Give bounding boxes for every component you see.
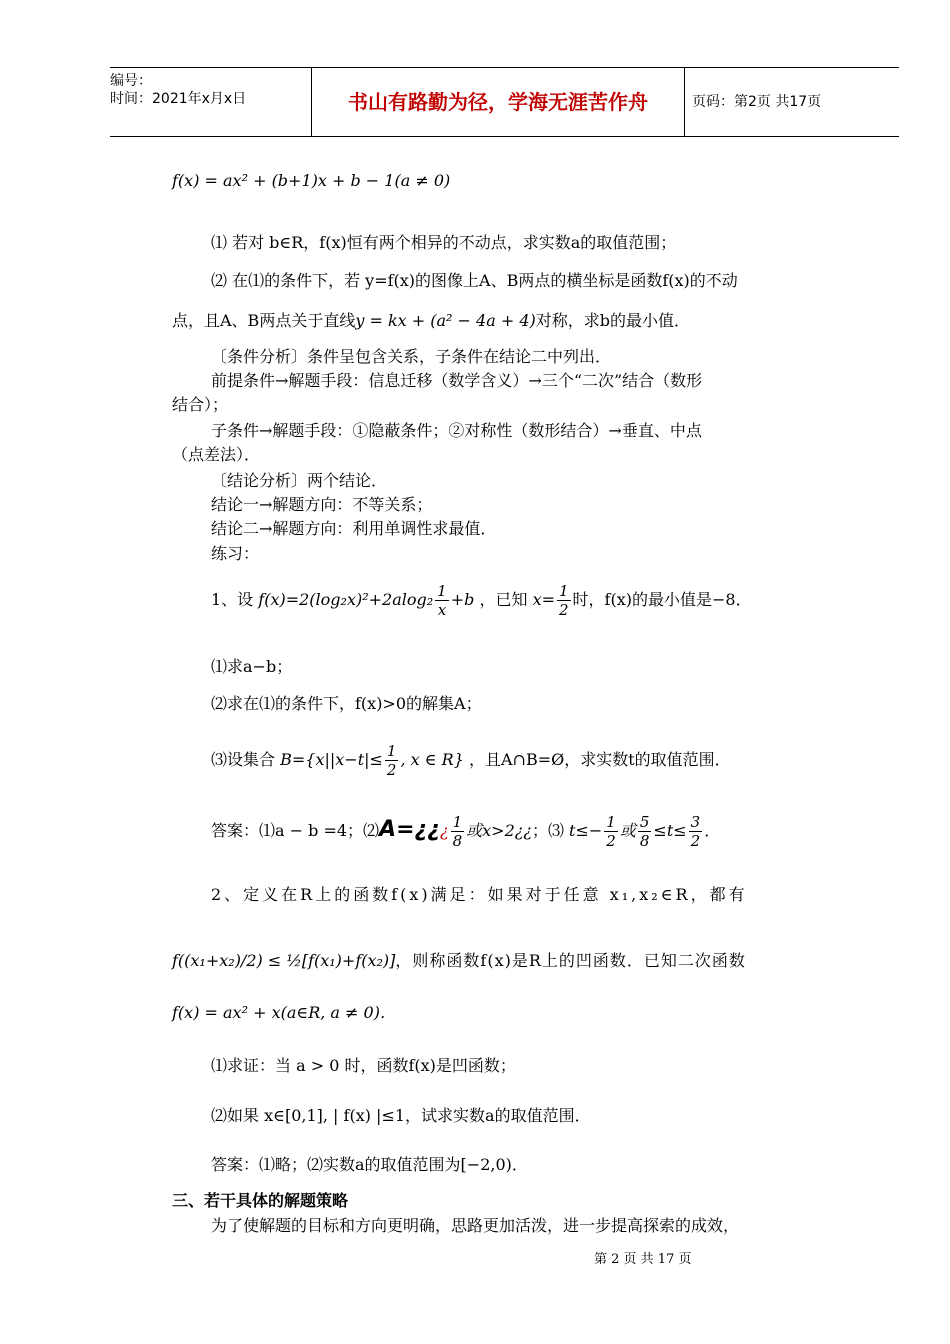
p1-known: ，已知 [479,590,528,609]
p2-question-2: ⑵如果 x∈[0,1], | f(x) |≤1，试求实数a的取值范围． [211,1106,591,1125]
ans1-sep: ；⑶ [531,821,564,840]
condition-analysis: 〔条件分析〕条件呈包含关系，子条件在结论二中列出． [211,347,612,366]
practice-2-line1: 2、定义在R上的函数f(x)满足：如果对于任意 x₁,x₂∈R，都有 [211,885,748,904]
ans1-n1: 1 [452,813,463,831]
premise-line1: 前提条件→解题手段：信息迁移（数学含义）→三个“二次”结合（数形 [211,371,703,390]
conclusion-2: 结论二→解题方向：利用单调性求最值． [211,519,497,538]
subcondition-line1: 子条件→解题手段：①隐蔽条件；②对称性（数形结合）→垂直、中点 [211,421,702,440]
p1-q3-den: 2 [386,761,397,779]
ans1-t1: t≤− [569,821,603,840]
p2-convex-formula: f((x₁+x₂)/2) ≤ ½[f(x₁)+f(x₂)] [172,951,396,970]
ans1-frac3 [638,813,652,850]
practice-label: 练习： [211,544,260,563]
page-footer: 第 2 页 共 17 页 [594,1252,692,1267]
header-motto: 书山有路勤为径，学海无涯苦作舟 [311,68,685,136]
ans1-or: 或 [619,821,636,840]
ans1-d3: 8 [639,832,650,850]
ans1-end: ． [704,821,721,840]
ans1-d4: 2 [690,832,701,850]
p1-plus-b: +b [450,590,475,609]
ans1-d1: 8 [452,832,463,850]
ans1-frac4 [689,813,703,850]
practice-2-line2 [172,950,746,972]
subcondition-line2: （点差法）． [172,445,261,464]
ans1-label: 答案：⑴a − b =4；⑵ [211,821,380,840]
section-3-heading: 三、若干具体的解题策略 [172,1191,349,1210]
ans1-n2: 1 [606,813,616,831]
header-page-info: 页码：第2页 共17页 [692,94,822,110]
q1-part2-line2 [172,310,690,332]
ans1-t2: ≤t≤ [653,821,687,840]
p1-q3-pre: ⑶设集合 [211,750,276,769]
p2-question-1: ⑴求证：当 a > 0 时，函数f(x)是凹函数； [211,1056,516,1075]
ans1-n4: 3 [690,813,701,831]
q1-part2-post: 对称，求b的最小值． [535,311,690,330]
p1-q3-set: B={x||x−t|≤ [280,750,383,769]
code-label: 编号： [110,73,152,89]
p1-formula: f(x)=2(log₂x)²+2alog₂ [258,590,434,609]
p1-q3-frac [385,742,399,779]
p1-tail: 时，f(x)的最小值是−8． [572,590,752,609]
ans1-d2: 2 [606,832,616,850]
ans1-frac2 [604,813,618,850]
p1-half [557,582,571,619]
ans1-n3: 5 [639,813,650,831]
section-3-text: 为了使解题的目标和方向更明确，思路更加活泼，进一步提高探索的成效， [211,1216,740,1235]
time-label: 时间：2021年x月x日 [110,91,247,107]
p1-frac-num: 1 [437,582,447,600]
q1-part2-pre: 点，且A、B两点关于直线 [172,311,356,330]
p1-prefix: 1、设 [211,590,254,609]
ans1-frac1 [451,813,465,850]
p1-q3-post: ，且A∩B=Ø，求实数t的取值范围． [469,750,731,769]
q1-part2-line1: ⑵ 在⑴的条件下，若 y=f(x)的图像上A、B两点的横坐标是函数f(x)的不动 [211,271,738,290]
premise-line2: 结合）； [172,395,229,414]
p1-q3-num: 1 [386,742,397,760]
practice-2-line3: f(x) = ax² + x(a∈R, a ≠ 0)． [172,1003,396,1022]
conclusion-analysis: 〔结论分析〕两个结论． [211,471,388,490]
q1-part1: ⑴ 若对 b∈R，f(x)恒有两个相异的不动点，求实数a的取值范围； [211,233,677,252]
ans1-mid: ¿ [440,821,449,840]
page-header [110,67,899,137]
p2-line2-text: ，则称函数f(x)是R上的凹函数．已知二次函数 [395,951,746,970]
p1-half-num: 1 [559,582,569,600]
formula-fx: f(x) = ax² + (b+1)x + b − 1(a ≠ 0) [172,171,451,190]
header-meta [110,68,310,136]
answer-2: 答案：⑴略；⑵实数a的取值范围为[−2,0)． [211,1155,528,1174]
conclusion-1: 结论一→解题方向：不等关系； [211,495,433,514]
line-formula: y = kx + (a² − 4a + 4) [355,311,536,330]
answer-1 [211,808,720,853]
p1-x-eq: x= [532,590,555,609]
ans1-A: A=¿¿ [379,817,441,842]
p1-question-2: ⑵求在⑴的条件下，f(x)>0的解集A； [211,694,482,713]
p1-question-1: ⑴求a−b； [211,657,293,676]
p1-fraction [435,582,449,619]
p1-q3-set-end: , x ∈ R} [400,750,464,769]
p1-half-den: 2 [559,601,569,619]
p1-question-3 [211,740,731,780]
practice-1 [211,580,752,620]
ans1-rest: 或x>2¿¿ [466,821,532,840]
p1-frac-den: x [437,601,447,619]
